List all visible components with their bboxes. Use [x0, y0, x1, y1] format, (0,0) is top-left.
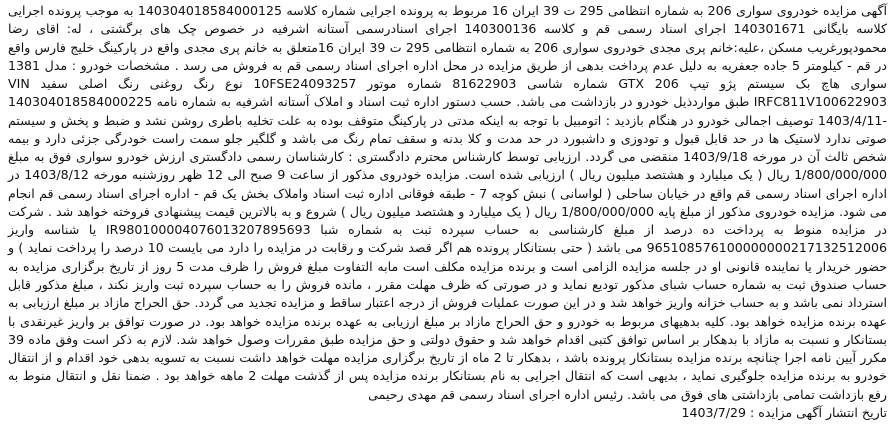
publication-date: تاریخ انتشار آگهی مزایده : 1403/7/29	[681, 404, 887, 420]
notice-body-text: آگهی مزایده خودروی سواری 206 به شماره انتظامی 295 ت 39 ایران 16 مربوط به پرونده اجرایی شماره کلاسه 140304018584000125 به موجب پرونده اجرایی کلاسه بایگانی 140301671 اجرای اسناد رسمی قم و کلاسه 140300136 اجرای اسنادرسمی آستانه اشرفیه در خصوص چک های برگشتی ، له: اقای رضا محمودپورغریب مسکن ،علیه:خانم پری مجدی خودروی سواری 206 به شماره انتظامی 295 ت 39 ایران 16متعلق به خانم پری مجدی واقع در پارکینگ خلیج فارس واقع در قم - کیلومتر 5 جاده جعفریه به دلیل عدم پرداخت بدهی از طریق مزایده در محل اداره اجرای اسناد رسمی قم به فروش می رسد . مشخصات خودرو : مدل 1381 سواری هاچ بک سیستم پژو تیپ GTX 206 شماره شاسی 81622903 شماره موتور 10FSE24093257 نوع رنگ روغنی رنگ اصلی سفید VIN IRFC811V100622903 طبق مواردذیل خودرو در بازداشت می باشد. حسب دستور اداره ثبت اسناد و املاک آستانه اشرفیه به شماره نامه 140304018584000225 -1403/4/11 توصیف اجمالی خودرو در هنگام بازدید : اتومبیل با توجه به اینکه مدتی در پارکینگ متوقف بوده به علت تخلیه باطری روشن نشد و ضبط و پخش و سیستم صوتی ندارد لاستیک ها در حد قابل قبول و تودوزی و داشبورد در حد مدت و کلا بدنه و سقف تمام رنگ می باشد و گلگیر جلو سمت راست خودرگی جزئی دارد و بیمه شخص ثالث آن در مورخه 1403/9/18 منقضی می گردد. ارزیابی توسط کارشناس محترم دادگستری : کارشناسان رسمی دادگستری ارزش خودرو سواری فوق به مبلغ 1/800/000/000 ریال ( یک میلیارد و هشتصد میلیون ریال ) ارزیابی شده است. مزایده خودروی مذکور از ساعت 9 صبح الی 12 ظهر روزشنبه مورخه 1403/8/12 در اداره اجرای اسناد رسمی قم واقع در خیابان ساحلی ( لواسانی ) نبش کوچه 7 - طبقه فوقانی اداره ثبت اسناد واملاک بخش یک قم - اداره اجرای اسناد رسمی قم انجام می شود. مزایده خودروی مذکور از مبلغ پایه 1/800/000/000 ریال ( یک میلیارد و هشتصد میلیون ریال ) شروع و به بالاترین قیمت پیشنهادی فروخته خواهد شد . شرکت در مزایده منوط به پرداخت ده درصد از مبلغ کارشناسی به حساب سپرده ثبت به شماره شبا IR980100004076013207895693 یا شناسه واریز 965108576100000000217132512006 می باشد ( حتی بستانکار پرونده هم اگر قصد شرکت و رقابت در مزایده را دارد می بایست 10 درصد را پرداخت نماید ) و حضور خریدار یا نماینده قانونی او در جلسه مزایده الزامی است و برنده مزایده مکلف است مابه التفاوت مبلغ فروش را ظرف مدت 5 روز از تاریخ برگزاری مزایده به حساب صندوق ثبت به شماره حساب شبای مذکور تودیع نماید و در صورتی که ظرف مهلت مقرر ، مانده فروش را به حساب سپرده ثبت واریز نکند ، مبلغ مذکور قابل استرداد نمی باشد و به حساب خزانه واریز خواهد شد و در این صورت عملیات فروش از درجه اعتبار ساقط و مزایده تجدید می گردد. حق الحراج مازاد بر مبلغ ارزیابی به عهده برنده مزایده خواهد بود. کلیه بدهیهای مربوط به خودرو و حق الحراج مازاد بر مبلغ ارزیابی به عهده برنده مزایده خواهد بود. در صورت توافق بر واریز غیرنقدی با بستانکار و نسبت به مازاد با بدهکار بر اساس توافق کتبی اقدام خواهد شد و حقوق دولتی و حق مزایده طبق مقررات وصول خواهد شد. لازم به ذکر است وفق ماده 39 مکرر آیین نامه اجرا چنانچه برنده مزایده بستانکار پرونده باشد ، بدهکار تا 2 ماه از تاریخ برگزاری مزایده مهلت خواهد داشت نسبت به تسویه بدهی خود اقدام و از انتقال خودرو به برنده مزایده جلوگیری نماید ، بدیهی است که انتقال اجرایی به نام بستانکار برنده مزایده پس از گذشت مهلت 2 ماهه خواهد بود . ضمنا نقل و انتقال منوط به رفع بازداشت تمامی بازداشتی های فوق می باشد. رئیس اداره اجرای اسناد رسمی قم مهدی رحیمی	[8, 3, 888, 402]
